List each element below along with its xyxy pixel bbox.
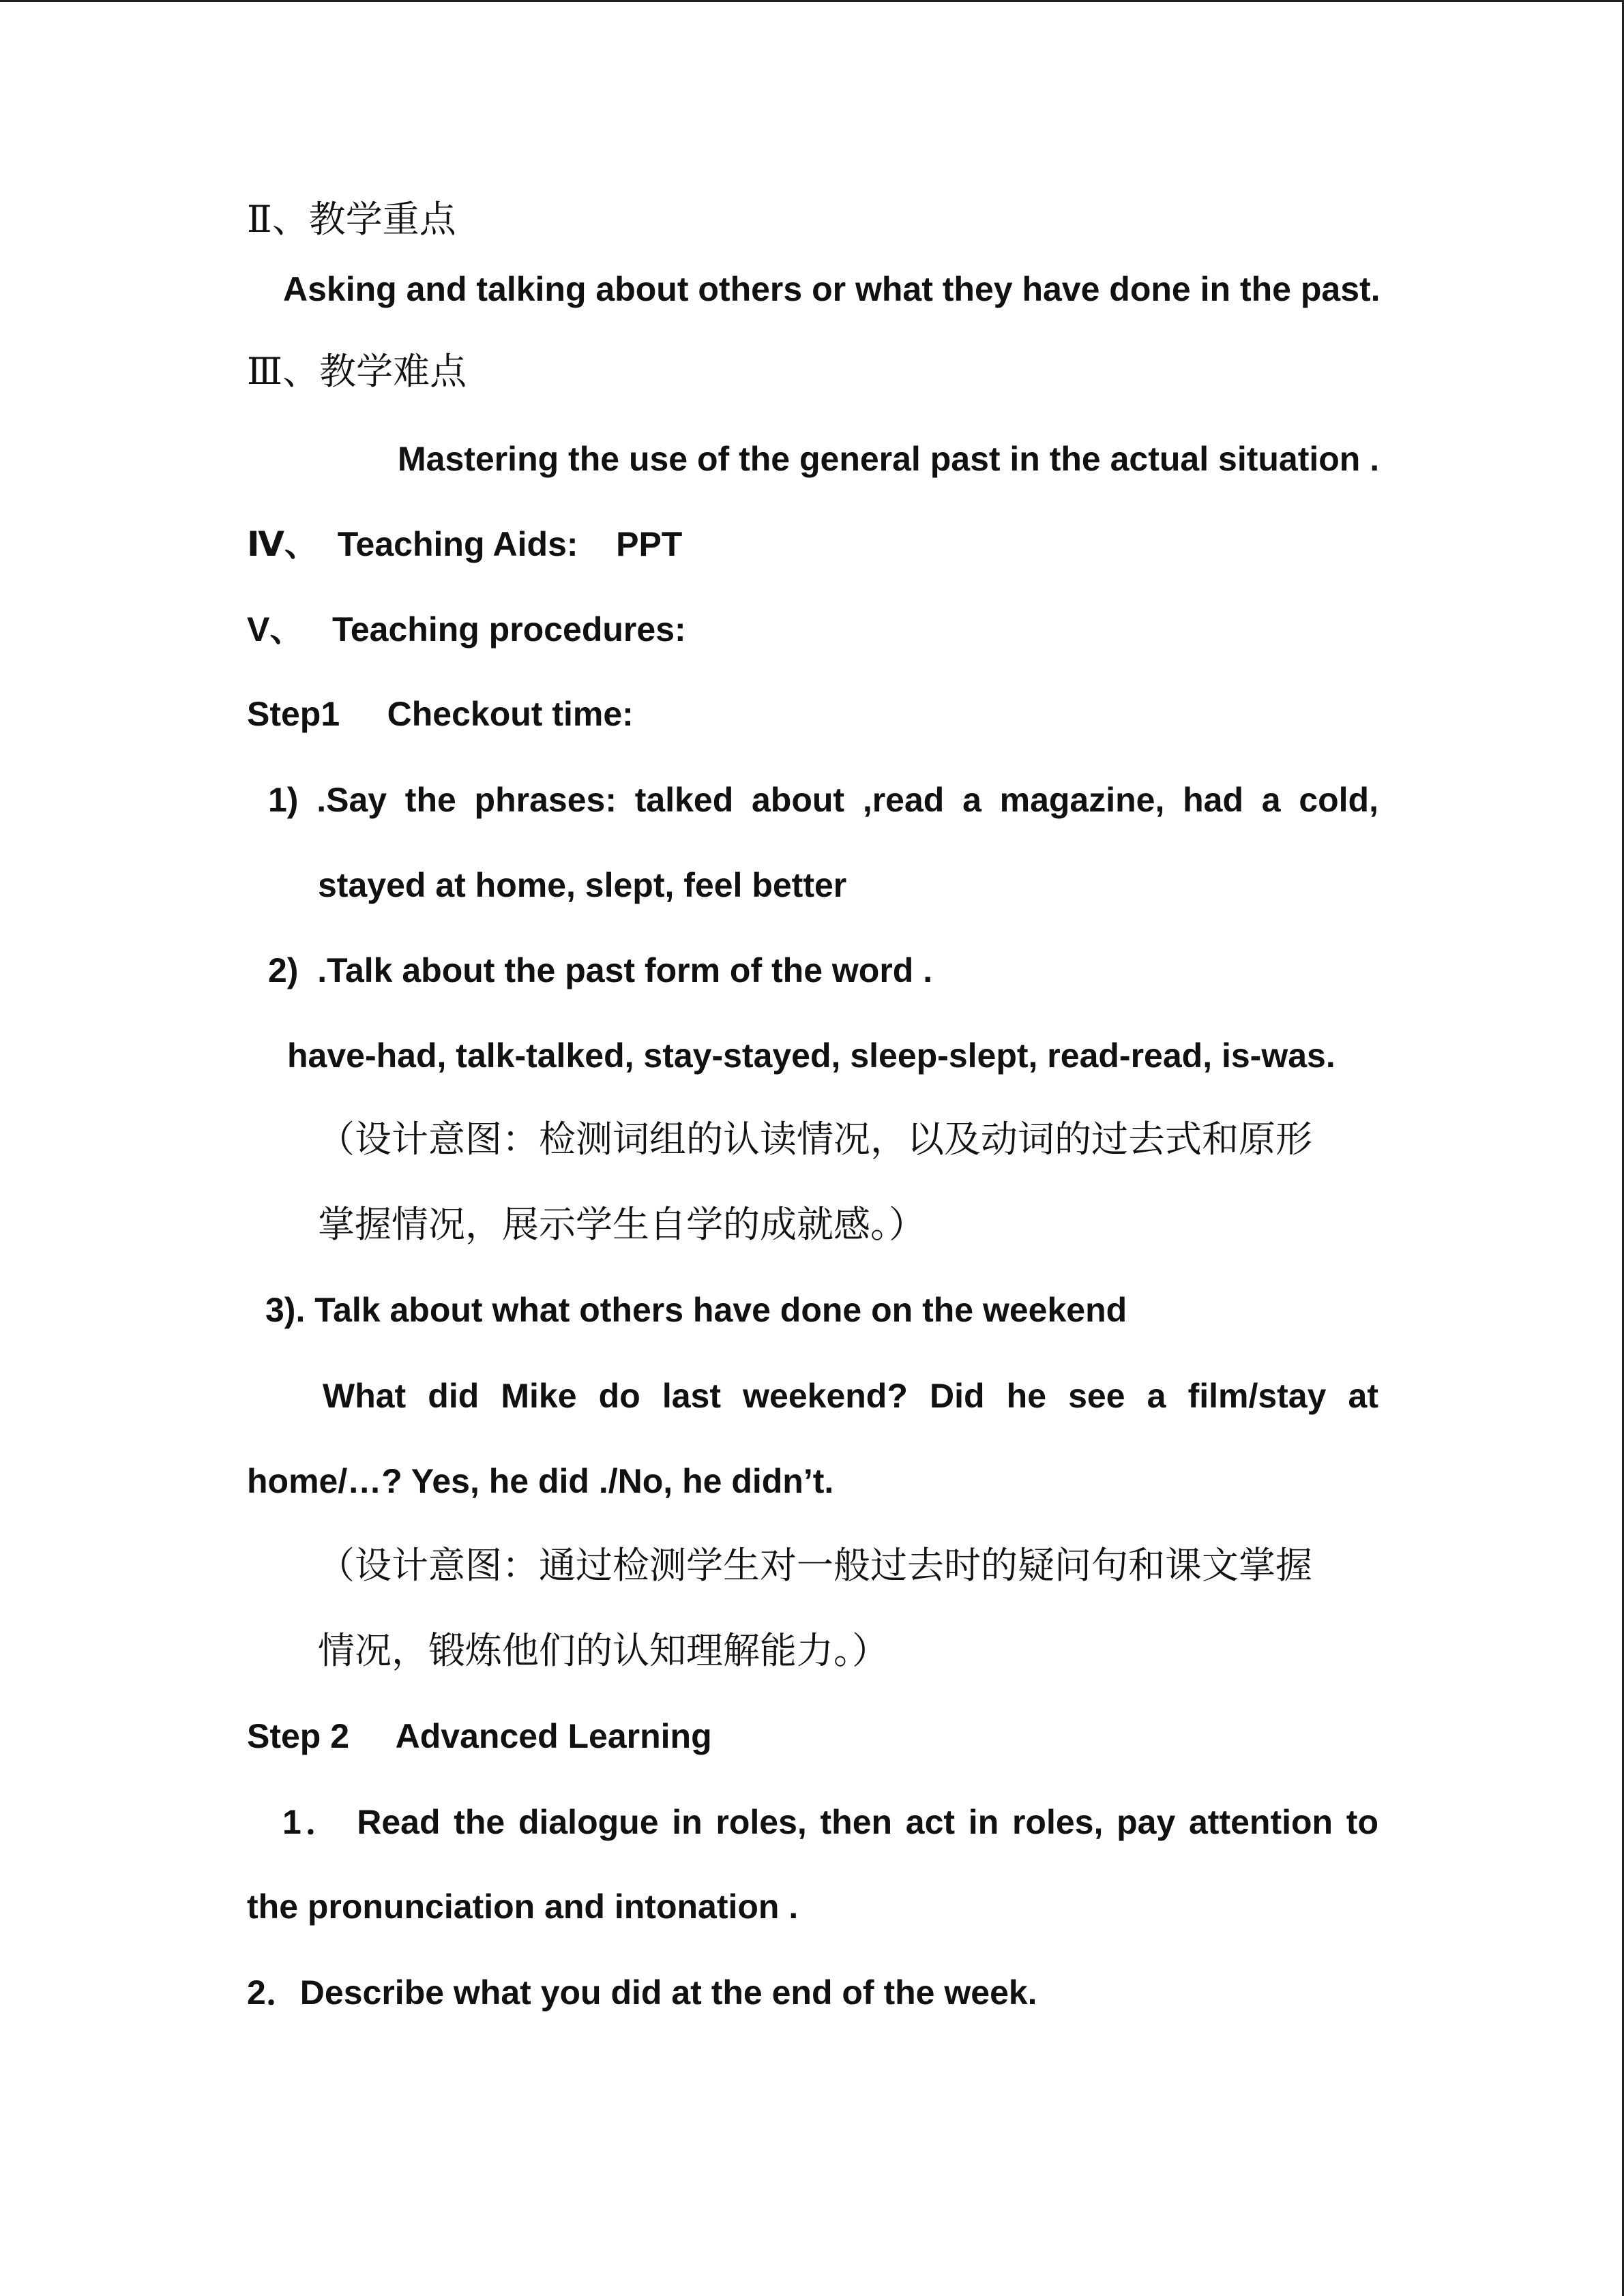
page-top-border [0, 0, 1624, 2]
section-2-body: Asking and talking about others or what they have done in the past. [283, 270, 1381, 308]
step1-item3-line2: What did Mike do last weekend? Did he see a film/stay at [323, 1377, 1378, 1415]
section-4-teaching-aids: Ⅳ、 Teaching Aids: PPT [247, 525, 683, 563]
step1-design-note2-line1: （设计意图：通过检测学生对一般过去时的疑问句和课文掌握 [318, 1544, 1312, 1587]
step1-design-note2-line2: 情况，锻炼他们的认知理解能力。） [318, 1629, 889, 1672]
step1-item2-line2: have-had, talk-talked, stay-stayed, sleep-slept, read-read, is-was. [287, 1037, 1335, 1075]
section-5-teaching-procedures: V、 Teaching procedures: [247, 610, 686, 648]
step1-item1-line1: 1) .Say the phrases: talked about ,read a magazine, had a cold, [268, 781, 1378, 819]
step2-item1-line1: 1． Read the dialogue in roles, then act in roles, pay attention to [282, 1803, 1378, 1841]
section-3-body: Mastering the use of the general past in the actual situation . [398, 440, 1380, 478]
step1-item3-line1: 3). Talk about what others have done on the weekend [265, 1291, 1127, 1329]
section-2-heading: Ⅱ、教学重点 [247, 198, 456, 241]
step1-item2-line1: 2) .Talk about the past form of the word . [268, 951, 933, 989]
step1-design-note1-line1: （设计意图：检测词组的认读情况，以及动词的过去式和原形 [318, 1118, 1312, 1161]
step2-item1-line2: the pronunciation and intonation . [247, 1888, 799, 1926]
step1-item1-line2: stayed at home, slept, feel better [318, 866, 847, 904]
step2-title: Step 2 Advanced Learning [247, 1717, 712, 1755]
step1-title: Step1 Checkout time: [247, 695, 634, 733]
step2-item2-line1: 2．Describe what you did at the end of the week. [247, 1973, 1037, 2012]
section-3-heading: Ⅲ、教学难点 [247, 350, 467, 393]
step1-item3-line3: home/…? Yes, he did ./No, he didn’t. [247, 1462, 834, 1500]
step1-design-note1-line2: 掌握情况，展示学生自学的成就感。） [318, 1203, 926, 1246]
